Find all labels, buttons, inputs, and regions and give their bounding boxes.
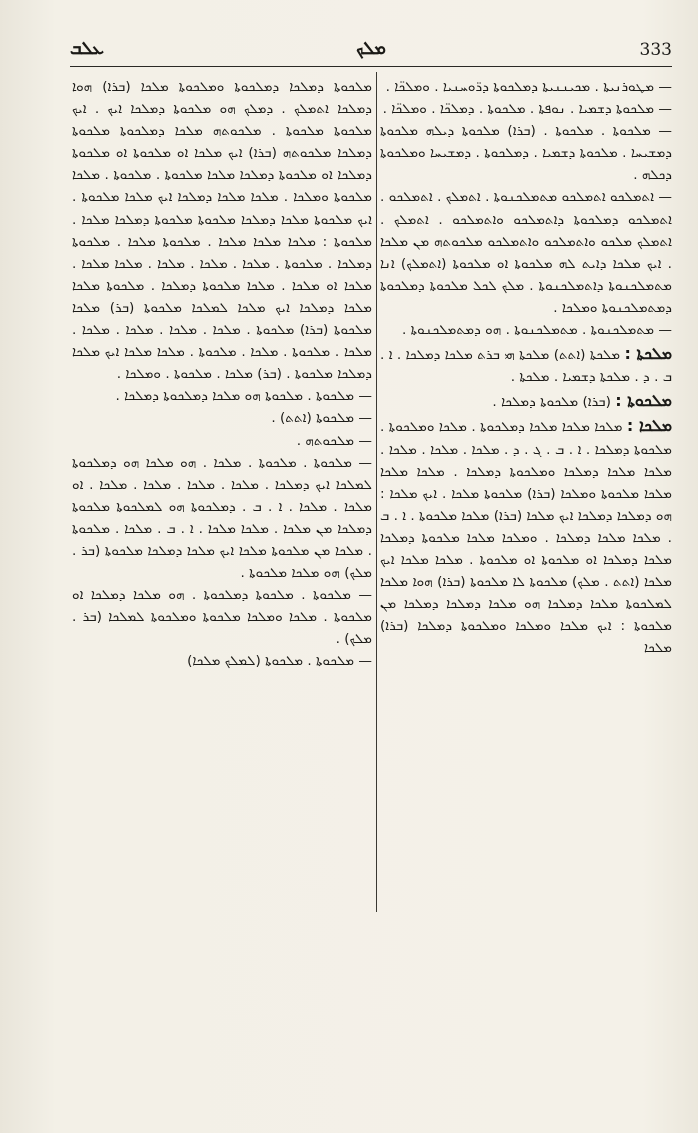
dictionary-entry [380,343,672,388]
entry-text: — ܡܠܟܘܬܐ . ܡܠܟܘܬܐ . ܡܠܟܐ . ܗܘ ܡܠܟܐ ܗܘ ܕܡܠܟܘܬܐ ܠܡܠܟܐ ܐܝܟ ܕܡܠܟܐ . ܡܠܟܐ . ܡܠܟܐ . ܡܠܟܐ . ܡܠܟܐ . ܐܘ ܡܠܟܐ . ܡܠܟܐ . ܐ . ܒ . ܕܡܠܟܘܬܐ ܗܘ ܠܡܠܟܘܬܐ ܡܠܟܘܬܐ ܕܡܠܟܐ ܡܢ ܡܠܟܐ . ܡܠܟܐ ܡܠܟܐ . ܐ . ܒ . ܡܠܟܐ . ܡܠܟܘܬܐ . ܡܠܟܐ ܡܢ ܡܠܟܘܬܐ ܡܠܟܐ ܐܝܟ ܡܠܟܐ ܕܡܠܟܐ ܡܠܟܘܬܐ (ܒܪ . ܡܠܟ) ܗܘ ܡܠܟܐ ܡܠܟܘܬܐ . [72,454,372,582]
entry-headword: ܡܠܟܘܬܐ : [615,391,672,411]
entry-text: — ܡܠܟܘܬܐ . ܡܠܟܘܬܐ (ܠܡܠܟ ܡܠܟܐ) [187,653,372,670]
entry-paragraph [380,76,672,98]
entry-text: (ܒܪܐ) ܡܠܟܘܬܐ ܕܡܠܟܐ . [492,394,611,411]
entry-paragraph [72,452,372,585]
entry-paragraph [72,76,372,385]
entry-text: — ܡܠܟܘܬܐ (ܐܬܬ) . [271,410,372,427]
entry-text: ܡܠܟܬܐ (ܐܬܬ) ܡܠܟܬܐ ܗܝ ܒܪܬ ܡܠܟܐ ܕܡܠܟܐ . ܐ . ܒ . ܕ . ܡܠܟܬܐ ܕܫܡܝܐ . ܡܠܟܬܐ . [380,347,672,386]
entry-text: ܡܠܟܐ ܡܠܟܐ ܡܠܟܐ ܕܡܠܟܘܬܐ . ܡܠܟܐ ܘܡܠܟܘܬܐ . ܡܠܟܘܬܐ ܕܡܠܟܐ . ܐ . ܒ . ܓ . ܕ . ܡܠܟܐ . ܡܠܟܐ . ܡܠܟܐ . ܡܠܟܐ ܡܠܟܐ ܕܡܠܟܐ ܘܡܠܟܘܬܐ ܕܡܠܟܐ . ܡܠܟܐ ܡܠܟܐ ܡܠܟܐ ܡܠܟܘܬܐ ܘܡܠܟܐ (ܒܪܐ) ܡܠܟܘܬܐ ܡܠܟܐ . ܐܝܟ ܡܠܟܐ : ܗܘ ܕܡܠܟܐ ܕܡܠܟܐ ܐܝܟ ܡܠܟܐ (ܒܪܐ) ܡܠܟܐ ܡܠܟܘܬܐ . ܐ . ܒ . ܡܠܟܐ ܡܠܟܐ ܕܡܠܟܐ . ܘܡܠܟܐ ܡܠܟܐ ܡܠܟܘܬܐ ܕܡܠܟܐ ܡܠܟܐ ܕܡܠܟܐ ܐܘ ܡܠܟܘܬܐ ܐܘ ܡܠܟܘܬܐ . ܡܠܟܐ ܡܠܟܐ ܐܝܟ ܡܠܟܐ (ܐܬܬ . ܡܠܟ) ܡܠܟܘܬܐ ܠܐ ܡܠܟܘܬܐ (ܒܪܐ) ܗܘܐ ܡܠܟܐ ܠܡܠܟܘܬܐ ܡܠܟܐ ܕܡܠܟܐ ܗܘ ܡܠܟܐ ܕܡܠܟܐ ܕܡܠܟܐ ܡܢ ܡܠܟܘܬܐ : ܐܝܟ ܡܠܟܐ ܘܡܠܟܐ ܘܡܠܟܘܬܐ ܕܡܠܟܐ (ܒܪܐ) ܡܠܟܐ [380,419,672,657]
dictionary-entry [380,415,672,659]
entry-text: — ܡܠܟܘܬܐ . ܡܠܟܘܬܐ ܕܡܠܟܘܬܐ . ܗܘ ܡܠܟܐ ܕܡܠܟܐ ܐܘ ܡܠܟܘܬܐ . ܡܠܟܐ ܘܡܠܟܐ ܡܠܟܘܬܐ ܘܡܠܟܘܬܐ ܠܡܠܟܐ (ܒܪ . ܡܠܟ) . [72,587,372,648]
right-column [380,76,672,659]
page-number: 333 [639,40,672,60]
entry-headword: ܡܠܟܐ : [626,416,673,436]
entry-paragraph [380,319,672,341]
entry-paragraph [72,584,372,650]
entry-text: — ܡܠܟܘܬܗ . [296,432,372,449]
header-center-keyword: ܡܠܟ [356,38,386,59]
entry-paragraph [380,186,672,319]
left-column [72,76,372,673]
dictionary-entry [380,390,672,413]
entry-text: ܡܠܟܘܬܐ ܕܡܠܟܐ ܕܡܠܟܘܬܐ ܘܡܠܟܘܬܐ ܡܠܟܐ (ܒܪܐ) ܗܘܐ ܕܡܠܟܐ ܐܬܡܠܟ . ܕܡܠܟ ܗܘ ܡܠܟܘܬܐ ܕܡܠܟܐ ܐܝܟ . ܐܝܟ ܡܠܟܘܬܐ ܡܠܟܘܬܐ . ܡܠܟܘܬܗ ܡܠܟܐ ܕܡܠܟܘܬܐ ܡܠܟܘܬܐ ܕܡܠܟܐ ܡܠܟܘܬܗ (ܒܪܐ) ܐܝܟ ܡܠܟܐ ܐܘ ܡܠܟܘܬܐ ܐܘ ܡܠܟܘܬܐ ܕܡܠܟܐ ܐܘ ܡܠܟܘܬܐ ܕܡܠܟܐ ܡܠܟܐ ܡܠܟܘܬܐ . ܡܠܟܘܬܐ . ܡܠܟܐ ܡܠܟܘܬܐ ܘܡܠܟܐ . ܡܠܟܐ ܡܠܟܐ ܕܡܠܟܐ ܐܝܟ ܡܠܟܐ ܡܠܟܘܬܐ . ܐܝܟ ܡܠܟܘܬܐ ܡܠܟܐ ܕܡܠܟܐ ܡܠܟܘܬܐ ܡܠܟܘܬܐ ܕܡܠܟܐ ܡܠܟܐ . ܡܠܟܘܬܐ : ܡܠܟܐ ܡܠܟܐ ܡܠܟܐ . ܡܠܟܘܬܐ ܡܠܟܐ . ܡܠܟܘܬܐ ܕܡܠܟܐ . ܡܠܟܘܬܐ . ܡܠܟܐ . ܡܠܟܐ . ܡܠܟܐ . ܡܠܟܐ ܡܠܟܐ . ܡܠܟܐ ܐܘ ܡܠܟܐ . ܡܠܟܐ ܡܠܟܘܬܐ ܕܡܠܟܐ . ܡܠܟܘܬܐ ܡܠܟܐ ܡܠܟܐ ܕܡܠܟܐ ܐܝܟ ܡܠܟܐ ܠܡܠܟܐ ܡܠܟܘܬܐ (ܒܪ) ܡܠܟܐ ܡܠܟܘܬܐ (ܒܪܐ) ܡܠܟܘܬܐ . ܡܠܟܐ . ܡܠܟܐ . ܡܠܟܐ . ܡܠܟܐ . ܡܠܟܐ . ܡܠܟܘܬܐ . ܡܠܟܐ . ܡܠܟܘܬܐ . ܡܠܟܐ ܡܠܟܐ ܐܝܟ ܡܠܟܐ ܕܡܠܟܐ ܡܠܟܘܬܐ . (ܒܪ) ܡܠܟܐ . ܡܠܟܘܬܐ . ܘܡܠܟܐ . [72,79,372,383]
entry-text: — ܡܠܟܘܬܐ . ܡܠܟܘܬܐ . (ܒܪܐ) ܡܠܟܘܬܐ ܕܝܠܗ ܡܠܟܘܬܐ ܕܡܫܝܚܐ . ܡܠܟܘܬܐ ܕܫܡܝܐ . ܕܡܠܟܘܬܐ . ܕܡܫܝܚܐ ܘܡܠܟܘܬܐ ܕܟܠܗ . [380,123,672,184]
column-divider [376,72,377,912]
entry-text: — ܐܬܡܠܟܘ ܐܬܡܠܟܘ ܡܬܡܠܟܢܘܬܐ . ܐܬܡܠܟ . ܐܬܡܠܟܘ . ܐܬܡܠܟܘ ܕܡܠܟܘܬܐ ܕܐܬܡܠܟܘ ܘܐܬܡܠܟܘ . ܐܬܡܠܟ . ܐܬܡܠܟ ܡܠܟܘ ܘܐܬܡܠܟܘ ܘܐܬܡܠܟܘ ܡܠܟܘܬܗ ܡܢ ܡܠܟܐ . ܐܝܟ ܡܠܟܐ ܕܐܝܬ ܠܗ ܡܠܟܘܬܐ ܐܘ ܡܠܟܘܬܐ (ܐܬܡܠܟ) ܐܢܐ ܡܬܡܠܟܢܘܬܐ ܕܐܬܡܠܟܢܘܬܐ . ܡܠܟ ܠܟܠ ܡܠܟܘܬܐ ܕܡܠܟܘܬܐ ܕܡܬܡܠܟܢܘܬܐ ܘܡܠܟܐ . [380,189,672,316]
entry-text: — ܡܛܘܪܢܝܬܐ . ܡܟܝܢܢܝܬܐ ܕܡܠܟܘܬܐ ܕܪ̈ܘܚܢܝܐ . ܘܡܠܟ̈ܐ . [385,79,672,95]
entry-paragraph [72,650,372,672]
entry-paragraph [72,385,372,407]
entry-paragraph [72,430,372,452]
entry-text: — ܡܠܟܘܬܐ ܕܫܡܝܐ . ܢܘܦܬܐ . ܡܠܟܘܬܐ . ܕܡܠܟ̈ܐ . ܘܡܠܟ̈ܐ . [382,101,672,118]
header-rule [70,66,672,67]
entry-paragraph [380,120,672,186]
entry-text: — ܡܠܟܘܬܐ . ܡܠܟܘܬܐ ܗܘ ܡܠܟܐ ܕܡܠܟܘܬܐ ܕܡܠܟܐ . [115,388,372,405]
entry-paragraph [380,98,672,120]
page-header [70,38,672,66]
entry-text: — ܡܬܡܠܟܢܘܬܐ . ܡܬܡܠܟܢܘܬܐ . ܗܘ ܕܡܬܡܠܟܢܘܬܐ . [402,322,672,339]
entry-headword: ܡܠܟܬܐ : [624,344,673,364]
header-left-keyword: ܥܠܒ [70,38,104,59]
entry-paragraph [72,407,372,429]
